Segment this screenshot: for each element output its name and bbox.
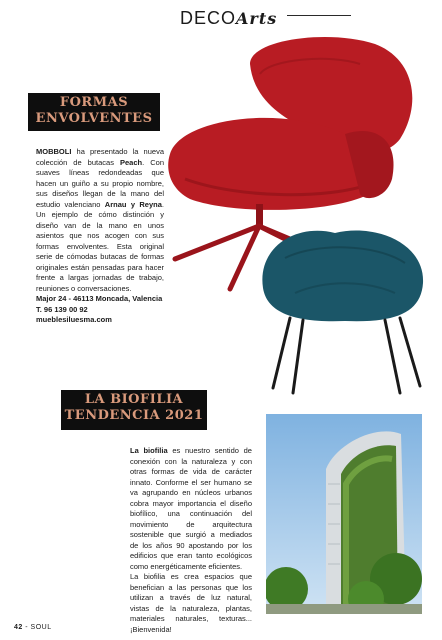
studio-name: Arnau y Reyna [104, 199, 162, 209]
store-phone: T. 96 139 00 92 [36, 304, 88, 314]
article-body-biofilia [130, 446, 252, 635]
body-text-b: . Con suaves líneas redondeadas que hacen un guiño a su propio nombre, sus diseños llegan de la mano del estudio valenciano [36, 157, 164, 209]
green-building-image [266, 414, 422, 614]
brand-logo [180, 8, 277, 29]
headline-formas-envolventes [28, 93, 160, 131]
brand-script: Arts [236, 9, 278, 28]
page-number: 42 [14, 624, 23, 631]
header-rule [287, 15, 351, 16]
headline-biofilia [61, 390, 207, 430]
headline-line-1: LA BIOFILIA [84, 392, 184, 407]
headline-line-2: TENDENCIA 2021 [64, 408, 204, 423]
magazine-name: SOUL [30, 624, 52, 631]
headline-line-1: FORMAS [59, 95, 129, 110]
body-text-c: . Un ejemplo de cómo distinción y diseño van de la mano en unos asientos que nos acogen con sus formas envolventes. Esta original serie de cómodas butacas de formas originales están pensadas para hacer frente a largas jornadas de trabajo, reuniones o conversaciones. [36, 199, 164, 293]
article-body-furniture [36, 147, 164, 326]
body-text-a: ha presentado la nueva colección de butacas [36, 147, 164, 167]
teal-armchair-image [255, 218, 435, 403]
brand-name: MOBBOLI [36, 147, 72, 156]
term-biofilia: La biofilia [130, 446, 168, 455]
store-website: mueblesiluesma.com [36, 315, 112, 324]
body-text-b: La biofilia es crea espacios que benefician a las personas que los utilizan a través de luz natural, vistas de la naturaleza, plantas, materiales naturales, texturas... ¡Bienvenida! [130, 572, 252, 634]
page-footer [14, 624, 52, 631]
body-text-a: es nuestro sentido de conexión con la naturaleza y con otras formas de vida de carácter innato. Conforme el ser humano se va agrupando en núcleos urbanos cobra mayor importancia el diseño biofílico, una continuación del movimiento de arquitectura sostenible que surgió a mediados de los años 90 apostando por los edificios que eran tanto ecológicos como energéticamente eficientes. [130, 446, 252, 571]
footer-separator: - [22, 624, 31, 631]
product-name: Peach [120, 157, 143, 167]
store-address: Major 24 - 46113 Moncada, Valencia [36, 294, 163, 303]
headline-line-2: ENVOLVENTES [35, 111, 153, 126]
brand-main: DECO [180, 8, 237, 28]
